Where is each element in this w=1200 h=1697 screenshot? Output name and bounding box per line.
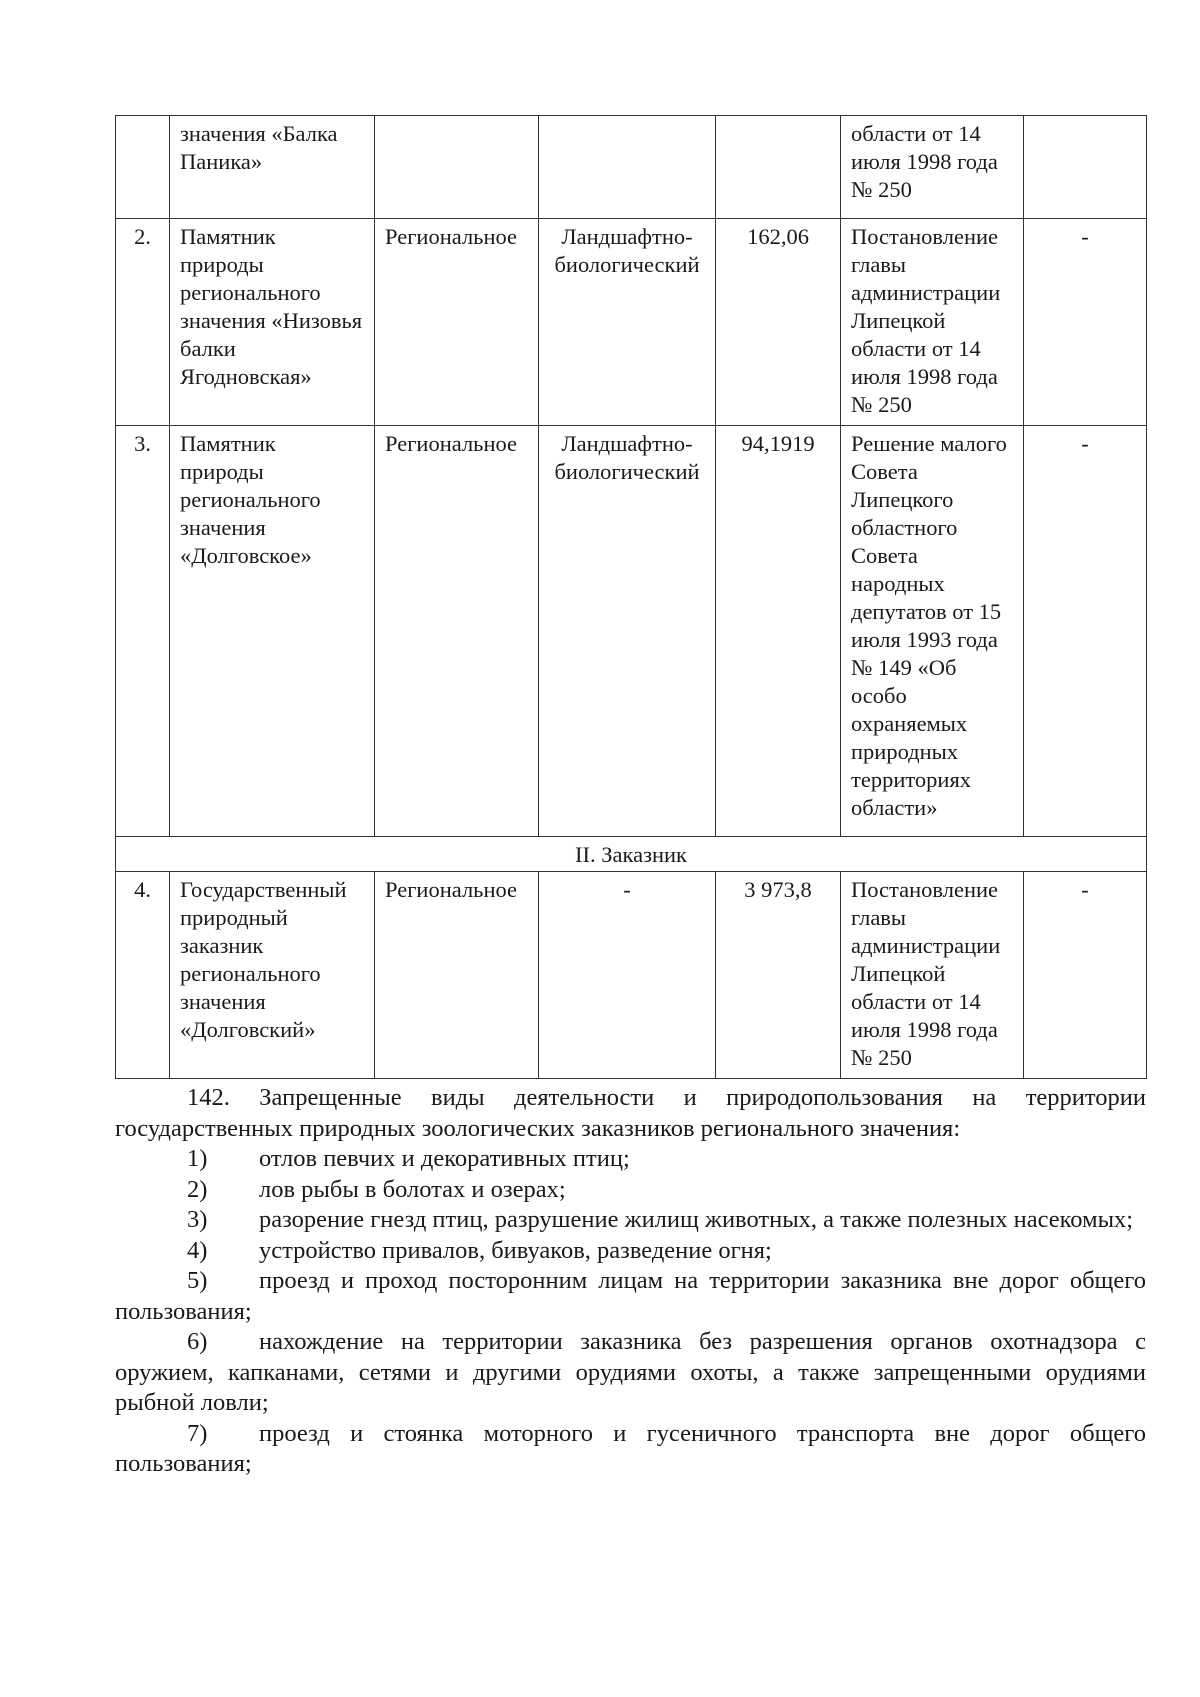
paragraph-intro: 142. Запрещенные виды деятельности и природопользования на территории государственных природных зоологических заказников регионального значения:	[115, 1084, 1146, 1142]
item-text: проезд и стоянка моторного и гусеничного транспорта вне дорог общего пользования;	[115, 1419, 1146, 1477]
list-item	[115, 1144, 1146, 1175]
profile: Ландшафтно-биологический	[539, 219, 716, 426]
establishing-document: области от 14 июля 1998 года № 250	[841, 116, 1024, 219]
area-value	[716, 116, 841, 219]
paragraph-142	[115, 1083, 1146, 1480]
item-number: 5)	[187, 1267, 208, 1294]
item-text: разорение гнезд птиц, разрушение жилищ животных, а также полезных насекомых;	[259, 1206, 1134, 1233]
item-number: 1)	[187, 1145, 208, 1172]
table-row	[116, 116, 1147, 219]
list-item	[115, 1266, 1146, 1327]
establishing-document: Постановление главы администрации Липецкой области от 14 июля 1998 года № 250	[841, 219, 1024, 426]
profile: Ландшафтно-биологический	[539, 426, 716, 837]
protected-areas-table	[115, 115, 1147, 1079]
list-item	[115, 1205, 1146, 1236]
profile: -	[539, 872, 716, 1079]
area-name: значения «Балка Паника»	[170, 116, 375, 219]
item-number: 6)	[187, 1328, 208, 1355]
area-name: Государственный природный заказник регионального значения «Долговский»	[170, 872, 375, 1079]
table-row	[116, 426, 1147, 837]
list-item	[115, 1236, 1146, 1267]
area-name: Памятник природы регионального значения «Долговское»	[170, 426, 375, 837]
list-item	[115, 1327, 1146, 1419]
row-number: 3.	[116, 426, 170, 837]
item-text: устройство привалов, бивуаков, разведение огня;	[259, 1236, 772, 1264]
area-value: 94,1919	[716, 426, 841, 837]
row-number	[116, 116, 170, 219]
significance: Региональное	[375, 872, 539, 1079]
row-number: 2.	[116, 219, 170, 426]
list-item	[115, 1419, 1146, 1480]
item-number: 7)	[187, 1419, 208, 1447]
significance	[375, 116, 539, 219]
significance: Региональное	[375, 219, 539, 426]
item-text: нахождение на территории заказника без разрешения органов охотнадзора с оружием, капканами, сетями и другими орудиями охоты, а также запрещенными орудиями рыбной ловли;	[115, 1328, 1146, 1416]
profile	[539, 116, 716, 219]
notes	[1024, 116, 1147, 219]
area-value: 162,06	[716, 219, 841, 426]
item-number: 2)	[187, 1175, 208, 1203]
row-number: 4.	[116, 872, 170, 1079]
table-row	[116, 872, 1147, 1079]
area-name: Памятник природы регионального значения «Низовья балки Ягодновская»	[170, 219, 375, 426]
section-title: II. Заказник	[116, 837, 1147, 872]
item-number: 4)	[187, 1236, 208, 1264]
notes: -	[1024, 872, 1147, 1079]
item-text: отлов певчих и декоративных птиц;	[259, 1145, 630, 1172]
item-text: проезд и проход посторонним лицам на территории заказника вне дорог общего пользования;	[115, 1267, 1146, 1325]
item-number: 3)	[187, 1206, 208, 1233]
notes: -	[1024, 219, 1147, 426]
notes: -	[1024, 426, 1147, 837]
significance: Региональное	[375, 426, 539, 837]
establishing-document: Постановление главы администрации Липецкой области от 14 июля 1998 года № 250	[841, 872, 1024, 1079]
table-section-row	[116, 837, 1147, 872]
table-row	[116, 219, 1147, 426]
list-item	[115, 1175, 1146, 1206]
area-value: 3 973,8	[716, 872, 841, 1079]
establishing-document: Решение малого Совета Липецкого областного Совета народных депутатов от 15 июля 1993 года № 149 «Об особо охраняемых природных территориях области»	[841, 426, 1024, 837]
document-page	[115, 115, 1146, 1480]
item-text: лов рыбы в болотах и озерах;	[259, 1175, 566, 1203]
